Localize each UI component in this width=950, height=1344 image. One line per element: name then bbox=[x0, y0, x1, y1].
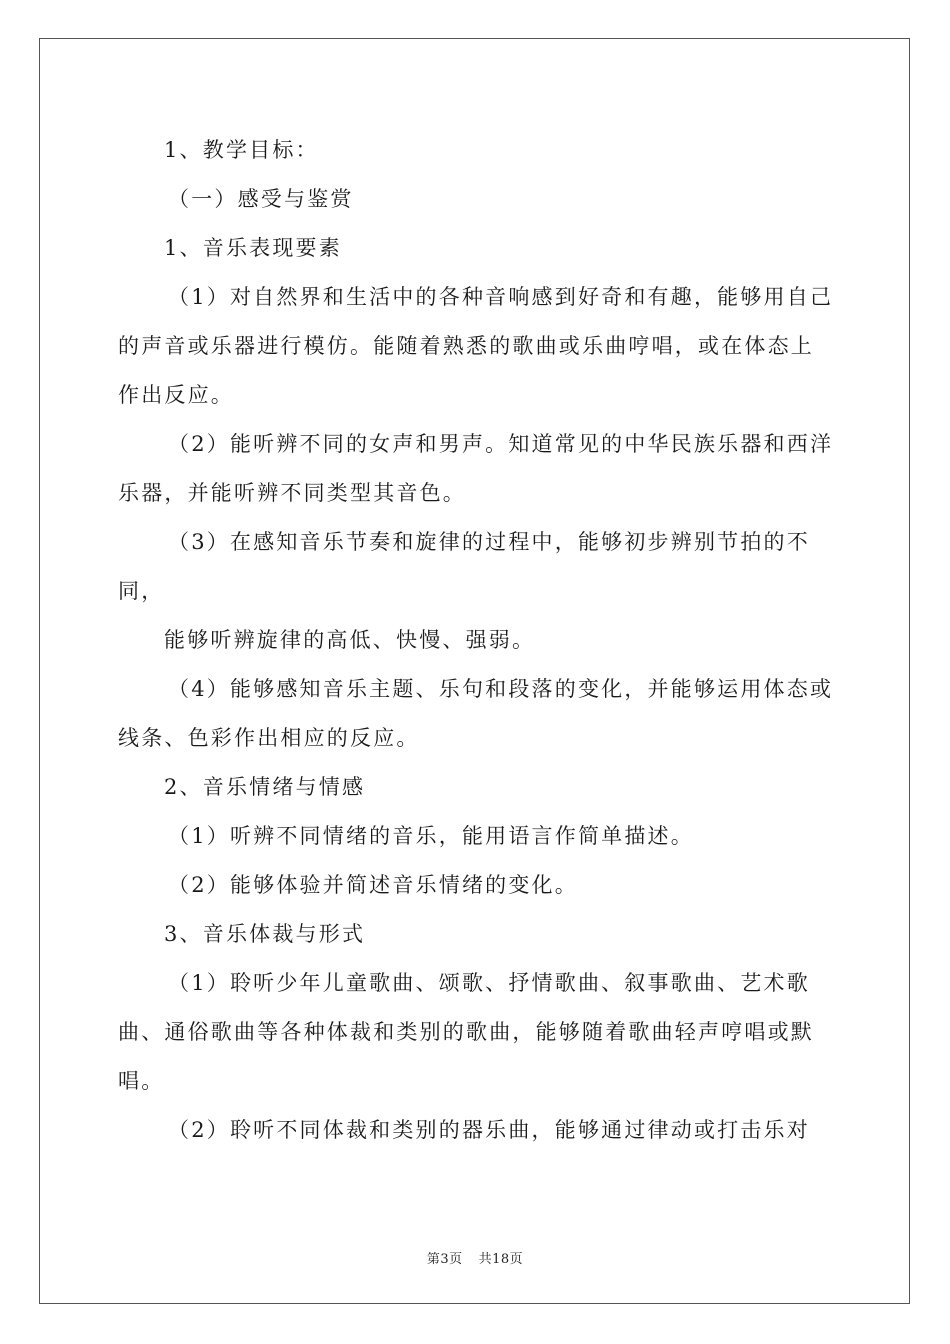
paragraph-item-3: （3）在感知音乐节奏和旋律的过程中，能够初步辨别节拍的不同， bbox=[118, 530, 810, 603]
subheading-music-genre: 3、音乐体裁与形式 bbox=[164, 922, 366, 946]
paragraph-emotion-1: （1）听辨不同情绪的音乐，能用语言作简单描述。 bbox=[168, 824, 694, 848]
document-body bbox=[118, 126, 834, 1155]
section-perception-appreciation: （一）感受与鉴赏 bbox=[168, 187, 354, 211]
total-pages: 共18页 bbox=[478, 1252, 524, 1267]
subheading-music-elements: 1、音乐表现要素 bbox=[164, 236, 342, 260]
paragraph-genre-2: （2）聆听不同体裁和类别的器乐曲，能够通过律动或打击乐对 bbox=[168, 1118, 810, 1142]
page-number: 第3页 bbox=[426, 1252, 463, 1267]
paragraph-item-1: （1）对自然界和生活中的各种音响感到好奇和有趣，能够用自己的声音或乐器进行模仿。能随着熟悉的歌曲或乐曲哼唱，或在体态上作出反应。 bbox=[118, 285, 834, 407]
page-footer bbox=[0, 1248, 950, 1267]
paragraph-item-2: （2）能听辨不同的女声和男声。知道常见的中华民族乐器和西洋乐器，并能听辨不同类型其音色。 bbox=[118, 432, 834, 505]
paragraph-item-4: （4）能够感知音乐主题、乐句和段落的变化，并能够运用体态或线条、色彩作出相应的反应。 bbox=[118, 677, 834, 750]
paragraph-genre-1: （1）聆听少年儿童歌曲、颂歌、抒情歌曲、叙事歌曲、艺术歌曲、通俗歌曲等各种体裁和类别的歌曲，能够随着歌曲轻声哼唱或默唱。 bbox=[118, 971, 814, 1093]
paragraph-emotion-2: （2）能够体验并简述音乐情绪的变化。 bbox=[168, 873, 578, 897]
subheading-music-emotion: 2、音乐情绪与情感 bbox=[164, 775, 366, 799]
heading-teaching-goals: 1、教学目标： bbox=[164, 138, 319, 162]
paragraph-item-3-continued: 能够听辨旋律的高低、快慢、强弱。 bbox=[164, 628, 536, 652]
